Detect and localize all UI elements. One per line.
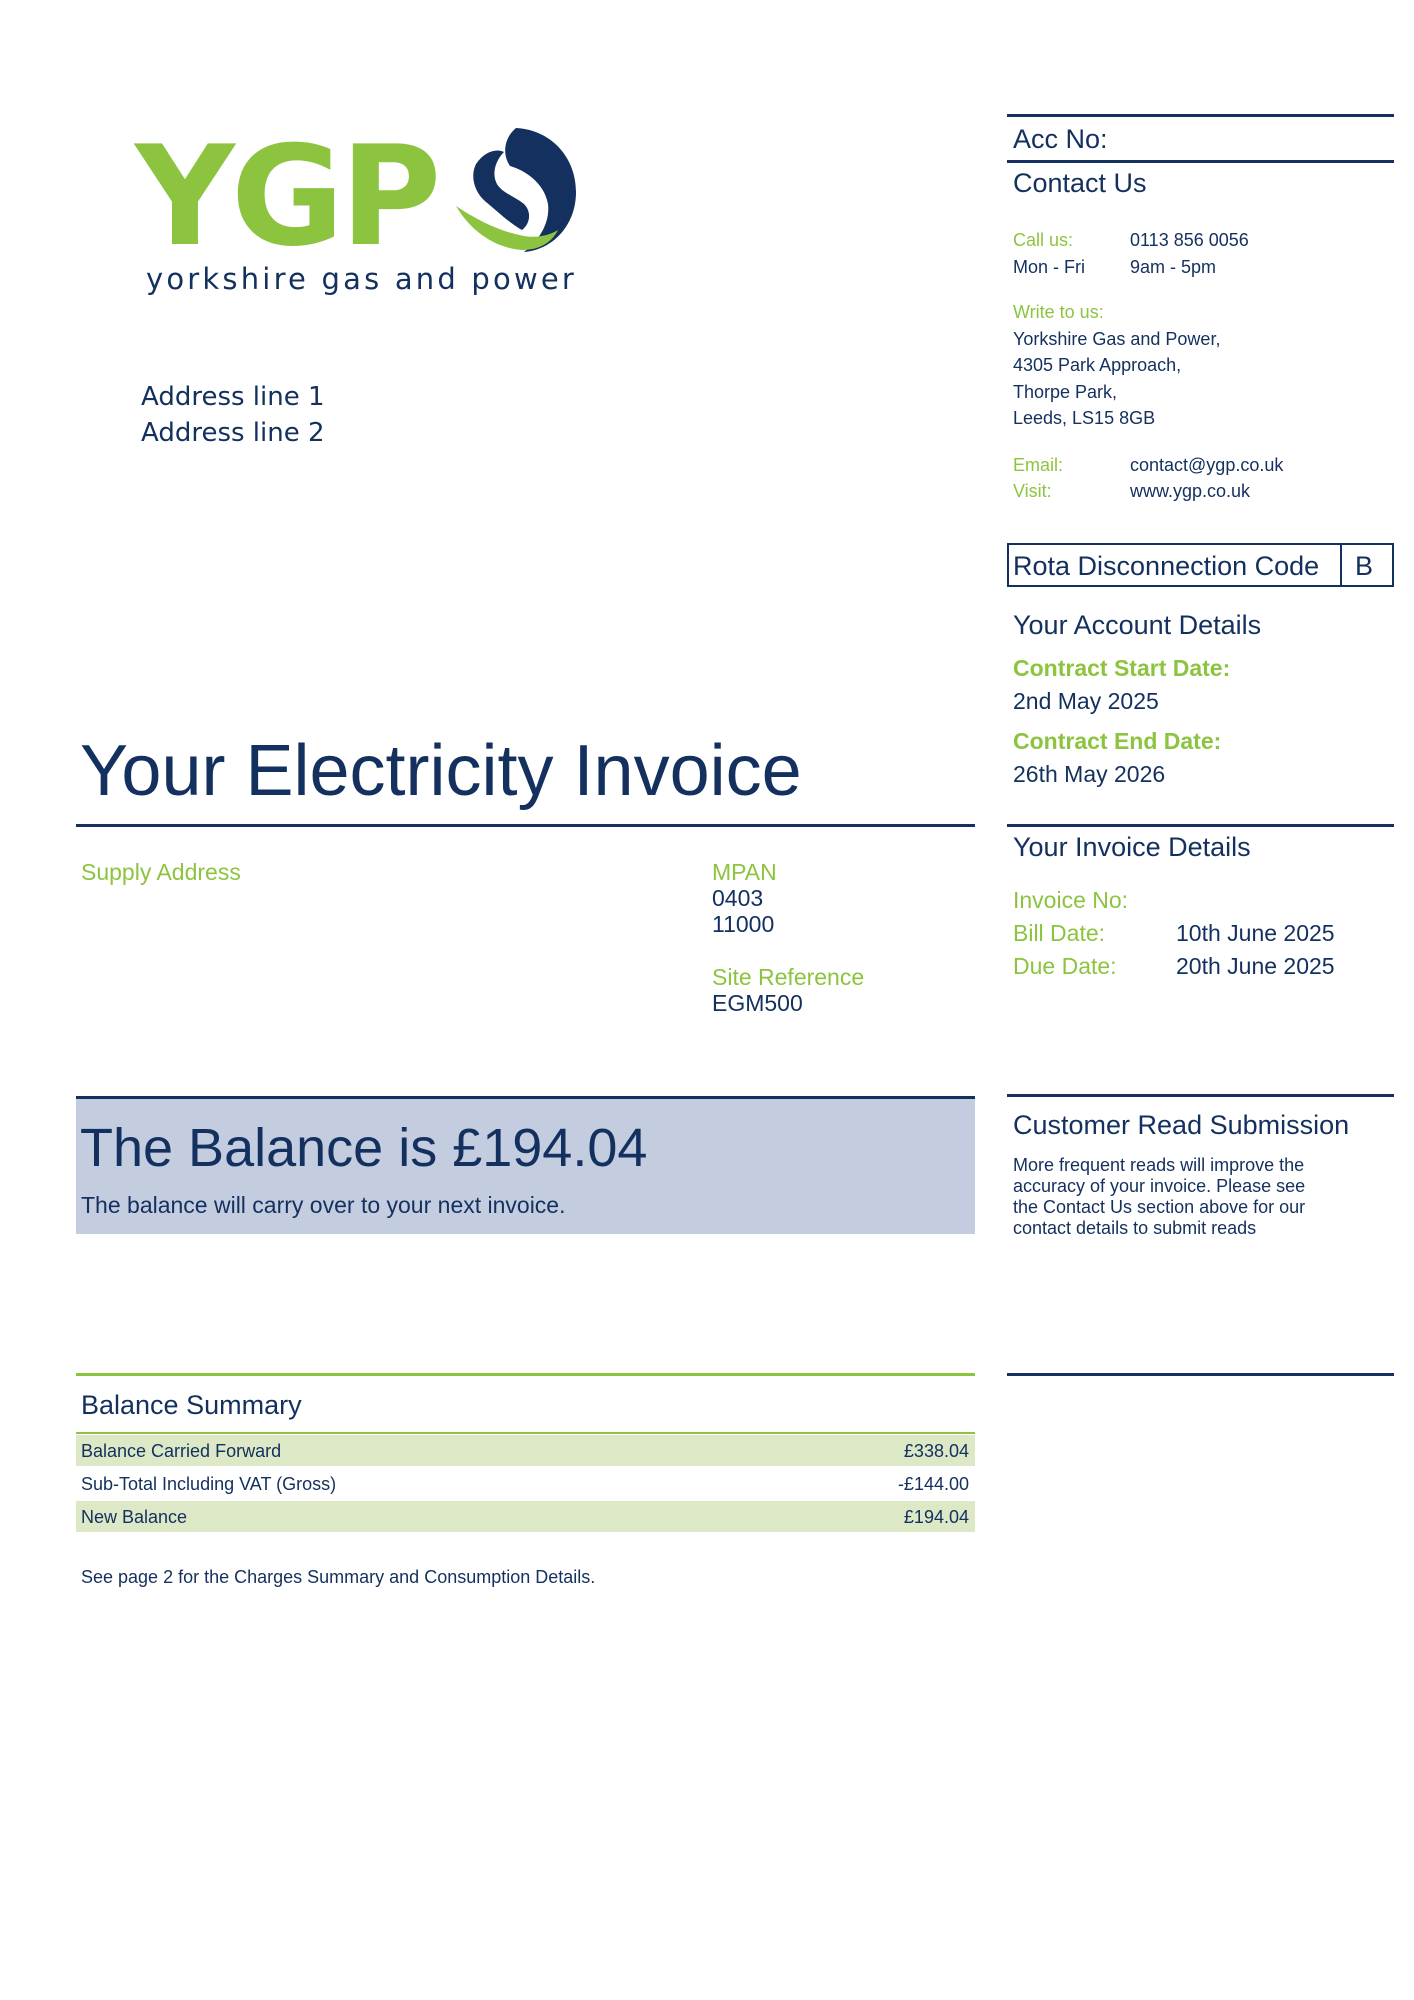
- call-us-number: 0113 856 0056: [1130, 230, 1249, 250]
- company-address-line: 4305 Park Approach,: [1013, 355, 1182, 375]
- read-submission-text-line: accuracy of your invoice. Please see: [1013, 1176, 1306, 1196]
- read-submission-bottom-rule: [1007, 1373, 1394, 1376]
- read-submission-heading: Customer Read Submission: [1013, 1110, 1350, 1140]
- balance-title: The Balance is £194.04: [80, 1118, 648, 1178]
- page-title: Your Electricity Invoice: [80, 731, 802, 811]
- rota-label: Rota Disconnection Code: [1013, 551, 1320, 581]
- contract-start-label: Contract Start Date:: [1013, 655, 1231, 681]
- summary-row-value: £194.04: [903, 1507, 969, 1527]
- contract-end-value: 26th May 2026: [1013, 761, 1166, 787]
- read-submission-top-rule: [1007, 1094, 1394, 1097]
- summary-row-value: £338.04: [903, 1441, 969, 1461]
- summary-row: [76, 1468, 975, 1499]
- due-date-value: 20th June 2025: [1176, 953, 1335, 979]
- rota-code: B: [1355, 551, 1374, 581]
- summary-footnote: See page 2 for the Charges Summary and Consumption Details.: [81, 1567, 596, 1587]
- contract-end-label: Contract End Date:: [1013, 728, 1222, 754]
- invoice-details-heading: Your Invoice Details: [1013, 832, 1251, 862]
- summary-row: [76, 1435, 975, 1466]
- hours-label: Mon - Fri: [1013, 257, 1085, 277]
- contact-top-rule: [1007, 160, 1394, 163]
- mpan-line-1: 0403: [712, 885, 764, 911]
- summary-row-value: -£144.00: [897, 1474, 969, 1494]
- supply-address-label: Supply Address: [81, 859, 241, 885]
- logo-swirl-icon: [452, 126, 578, 254]
- read-submission-text-line: More frequent reads will improve the: [1013, 1155, 1305, 1175]
- company-address-line: Thorpe Park,: [1013, 382, 1118, 402]
- bill-date-value: 10th June 2025: [1176, 920, 1335, 946]
- call-us-label: Call us:: [1013, 230, 1074, 250]
- write-to-us-label: Write to us:: [1013, 302, 1104, 322]
- summary-row-label: Sub-Total Including VAT (Gross): [81, 1474, 337, 1494]
- rota-disconnection-box: [1007, 543, 1394, 587]
- invoice-no-label: Invoice No:: [1013, 887, 1129, 913]
- bill-date-label: Bill Date:: [1013, 920, 1106, 946]
- contact-heading: Contact Us: [1013, 168, 1147, 198]
- company-address-line: Yorkshire Gas and Power,: [1013, 329, 1221, 349]
- logo-wordmark: YGP: [135, 116, 438, 277]
- rota-divider: [1340, 545, 1342, 585]
- summary-heading: Balance Summary: [81, 1390, 302, 1420]
- summary-top-rule: [76, 1373, 975, 1376]
- summary-row-label: Balance Carried Forward: [81, 1441, 282, 1461]
- acc-no-label: Acc No:: [1013, 124, 1108, 154]
- website-value: www.ygp.co.uk: [1130, 481, 1251, 501]
- summary-row: [76, 1501, 975, 1532]
- recipient-address-line-1: Address line 1: [141, 382, 325, 412]
- contract-start-value: 2nd May 2025: [1013, 688, 1159, 714]
- read-submission-text-line: the Contact Us section above for our: [1013, 1197, 1306, 1217]
- title-rule: [76, 824, 975, 827]
- email-value: contact@ygp.co.uk: [1130, 455, 1284, 475]
- summary-row-label: New Balance: [81, 1507, 188, 1527]
- account-details-heading: Your Account Details: [1013, 610, 1262, 640]
- recipient-address-line-2: Address line 2: [141, 418, 325, 448]
- visit-label: Visit:: [1013, 481, 1052, 501]
- site-reference-label: Site Reference: [712, 964, 865, 990]
- balance-banner: [76, 1096, 975, 1234]
- logo-tagline: yorkshire gas and power: [146, 262, 578, 296]
- due-date-label: Due Date:: [1013, 953, 1117, 979]
- invoice-details-rule: [1007, 824, 1394, 827]
- email-label: Email:: [1013, 455, 1064, 475]
- company-address-line: Leeds, LS15 8GB: [1013, 408, 1156, 428]
- acc-no-top-rule: [1007, 114, 1394, 117]
- read-submission-text-line: contact details to submit reads: [1013, 1218, 1257, 1238]
- balance-note: The balance will carry over to your next invoice.: [81, 1192, 566, 1218]
- summary-header-rule: [76, 1432, 975, 1434]
- mpan-line-2: 11000: [712, 911, 775, 937]
- hours-value: 9am - 5pm: [1130, 257, 1217, 277]
- site-reference-value: EGM500: [712, 990, 803, 1016]
- mpan-label: MPAN: [712, 859, 777, 885]
